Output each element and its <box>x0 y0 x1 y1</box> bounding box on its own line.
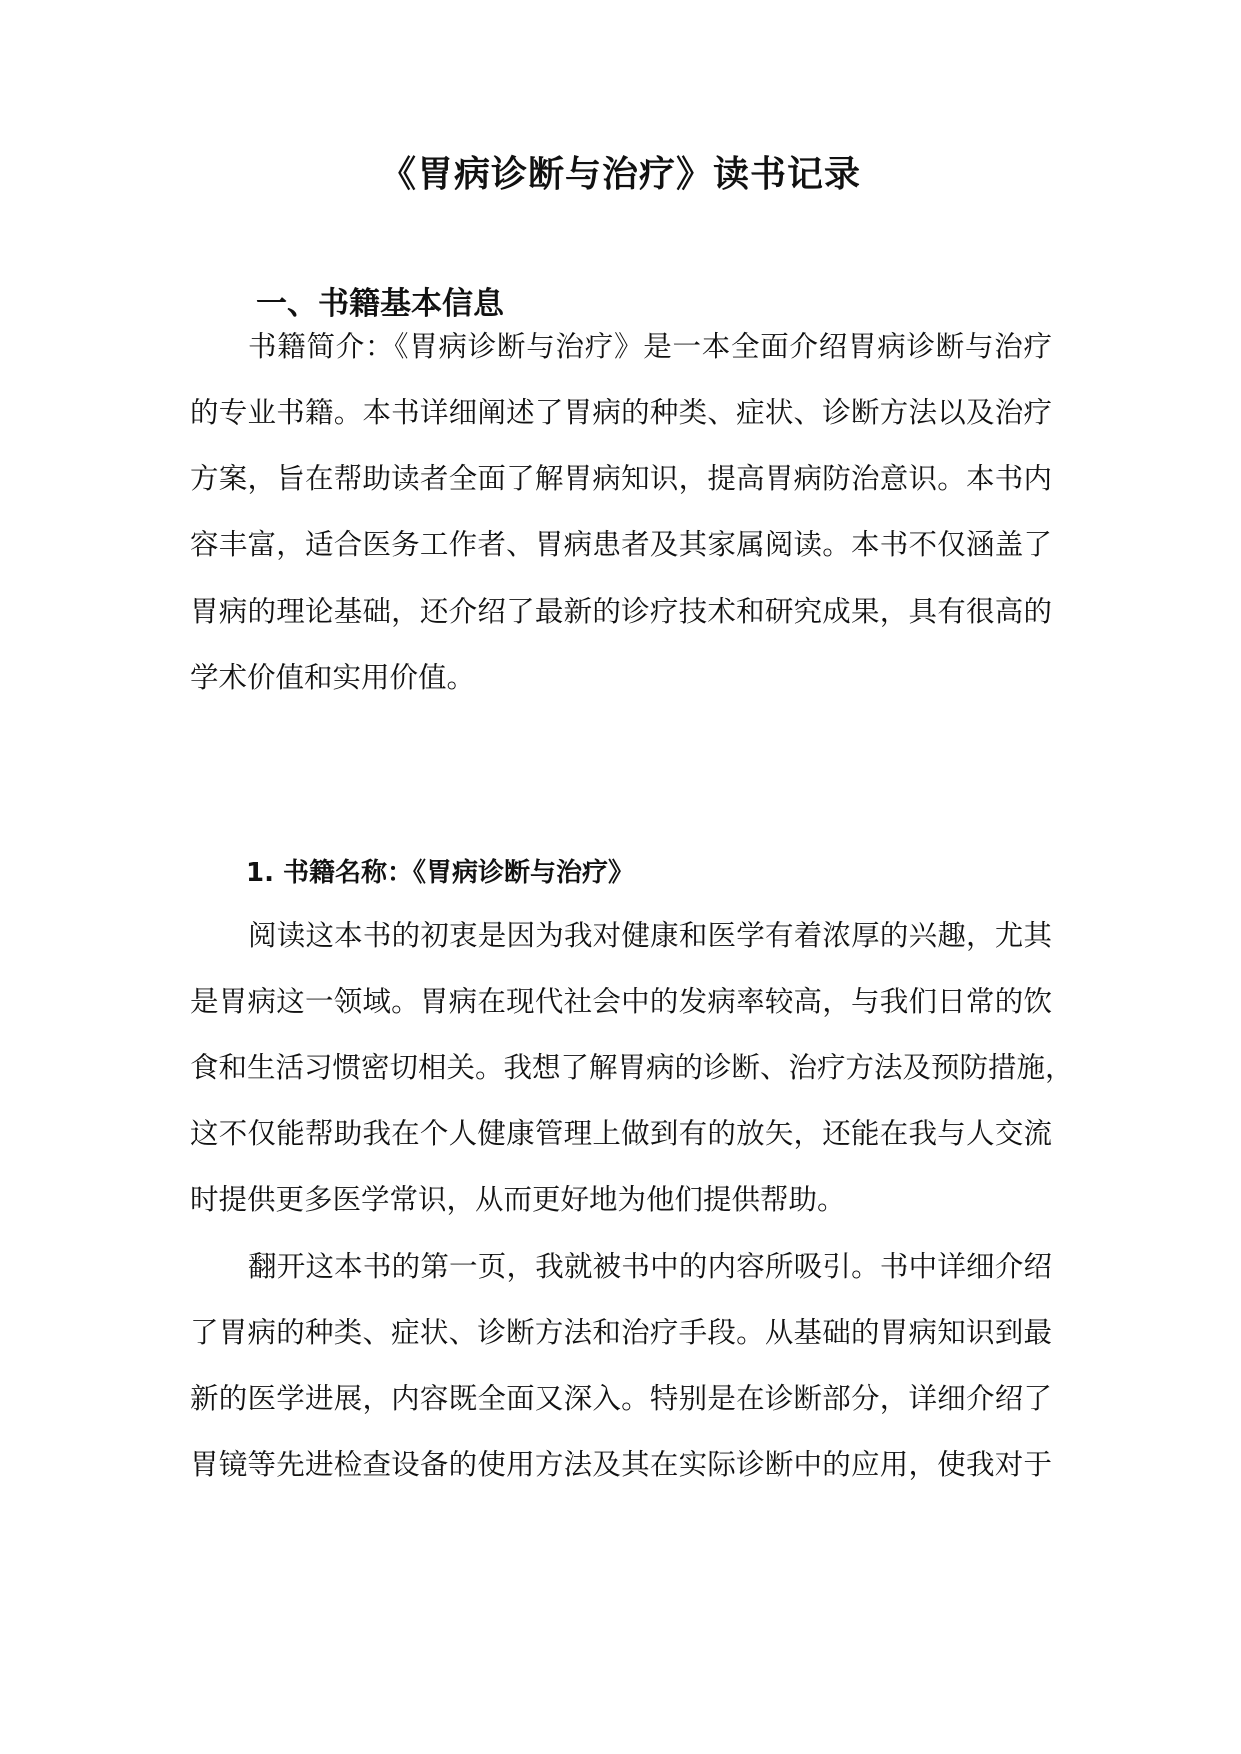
paragraph-line: 时提供更多医学常识，从而更好地为他们提供帮助。 <box>190 1183 846 1216</box>
intro-line: 容丰富，适合医务工作者、胃病患者及其家属阅读。本书不仅涵盖了 <box>190 528 1052 561</box>
paragraph-line: 胃镜等先进检查设备的使用方法及其在实际诊断中的应用，使我对于 <box>190 1448 1052 1481</box>
intro-line: 的专业书籍。本书详细阐述了胃病的种类、症状、诊断方法以及治疗 <box>190 396 1052 429</box>
intro-line: 书籍简介：《胃病诊断与治疗》是一本全面介绍胃病诊断与治疗 <box>248 330 1052 363</box>
paragraph-line: 阅读这本书的初衷是因为我对健康和医学有着浓厚的兴趣，尤其 <box>248 919 1052 952</box>
paragraph-line: 翻开这本书的第一页，我就被书中的内容所吸引。书中详细介绍 <box>248 1250 1052 1283</box>
paragraph-line: 了胃病的种类、症状、诊断方法和治疗手段。从基础的胃病知识到最 <box>190 1316 1052 1349</box>
intro-line: 胃病的理论基础，还介绍了最新的诊疗技术和研究成果，具有很高的 <box>190 595 1052 628</box>
paragraph-line: 这不仅能帮助我在个人健康管理上做到有的放矢，还能在我与人交流 <box>190 1117 1052 1150</box>
document-title: 《胃病诊断与治疗》读书记录 <box>379 154 861 195</box>
paragraph-line: 是胃病这一领域。胃病在现代社会中的发病率较高，与我们日常的饮 <box>190 985 1052 1018</box>
paragraph-line: 新的医学进展，内容既全面又深入。特别是在诊断部分，详细介绍了 <box>190 1382 1052 1415</box>
paragraph-line: 食和生活习惯密切相关。我想了解胃病的诊断、治疗方法及预防措施， <box>190 1051 1074 1084</box>
section-heading-basic-info: 一、书籍基本信息 <box>256 286 504 322</box>
intro-line: 方案，旨在帮助读者全面了解胃病知识，提高胃病防治意识。本书内 <box>190 462 1052 495</box>
subsection-heading-book-name: 1. 书籍名称：《胃病诊断与治疗》 <box>246 858 635 888</box>
intro-line: 学术价值和实用价值。 <box>190 661 476 694</box>
